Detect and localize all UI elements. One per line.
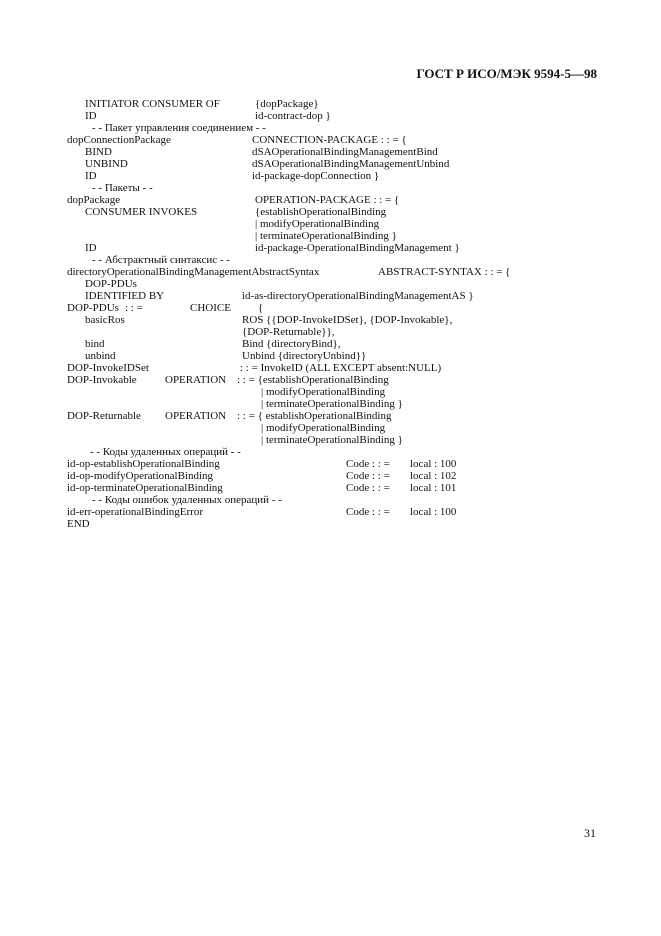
code-line (0, 506, 661, 518)
code-text: END (67, 518, 90, 530)
code-text: id-package-OperationalBindingManagement } (255, 242, 460, 254)
code-line (0, 146, 661, 158)
code-text: ID (85, 170, 97, 182)
code-text: | modifyOperationalBinding (255, 218, 380, 230)
code-text: { (258, 302, 264, 314)
code-line (0, 326, 661, 338)
comment-line (0, 494, 661, 506)
code-text: id-as-directoryOperationalBindingManagementAS } (242, 290, 474, 302)
code-text: UNBIND (85, 158, 128, 170)
code-line (0, 158, 661, 170)
code-text: {DOP-Returnable}}, (242, 326, 335, 338)
comment-text: - - Пакет управления соединением - - (92, 122, 266, 134)
code-text: id-op-modifyOperationalBinding (67, 470, 214, 482)
code-text: BIND (85, 146, 112, 158)
code-line (0, 242, 661, 254)
code-line (0, 338, 661, 350)
code-text: DOP-Invokable (67, 374, 137, 386)
code-text: local : 102 (410, 470, 457, 482)
code-line (0, 206, 661, 218)
code-line (0, 170, 661, 182)
code-text: id-op-establishOperationalBinding (67, 458, 220, 470)
code-text: INITIATOR CONSUMER OF (85, 98, 220, 110)
code-text: ABSTRACT-SYNTAX : : = { (378, 266, 511, 278)
comment-line (0, 182, 661, 194)
code-text: local : 101 (410, 482, 457, 494)
code-text: DOP-PDUs (85, 278, 137, 290)
code-text: {establishOperationalBinding (255, 206, 387, 218)
code-text: Code : : = (346, 506, 390, 518)
code-text: bind (85, 338, 105, 350)
code-line (0, 410, 661, 422)
code-text: | terminateOperationalBinding } (255, 230, 397, 242)
code-text: ID (85, 242, 97, 254)
code-line (0, 518, 661, 530)
code-line (0, 230, 661, 242)
code-text: : : = { establishOperationalBinding (237, 410, 392, 422)
comment-text: - - Коды удаленных операций - - (90, 446, 241, 458)
code-text: unbind (85, 350, 116, 362)
code-text: ID (85, 110, 97, 122)
comment-line (0, 122, 661, 134)
code-line (0, 194, 661, 206)
code-text: id-package-dopConnection } (252, 170, 380, 182)
code-text: DOP-InvokeIDSet (67, 362, 149, 374)
code-text: {dopPackage} (255, 98, 319, 110)
code-line (0, 218, 661, 230)
code-text: OPERATION (165, 374, 227, 386)
code-line (0, 266, 661, 278)
code-text: ROS {{DOP-InvokeIDSet}, {DOP-Invokable}, (242, 314, 453, 326)
code-text: DOP-Returnable (67, 410, 141, 422)
code-line (0, 290, 661, 302)
code-text: | modifyOperationalBinding (261, 422, 386, 434)
code-text: : : = (125, 302, 143, 314)
code-line (0, 458, 661, 470)
code-line (0, 434, 661, 446)
code-text: Unbind {directoryUnbind}} (242, 350, 367, 362)
code-text: | terminateOperationalBinding } (261, 434, 403, 446)
code-text: OPERATION (165, 410, 227, 422)
code-line (0, 314, 661, 326)
code-text: basicRos (85, 314, 125, 326)
code-line (0, 470, 661, 482)
code-text: Code : : = (346, 470, 390, 482)
page-number: 31 (584, 826, 596, 840)
code-text: : : = {establishOperationalBinding (237, 374, 389, 386)
code-text: Bind {directoryBind}, (242, 338, 341, 350)
code-text: local : 100 (410, 458, 457, 470)
code-text: Code : : = (346, 458, 390, 470)
code-text: OPERATION-PACKAGE : : = { (255, 194, 400, 206)
code-line (0, 362, 661, 374)
code-text: | modifyOperationalBinding (261, 386, 386, 398)
code-line (0, 134, 661, 146)
code-text: : : = InvokeID (ALL EXCEPT absent:NULL) (240, 362, 442, 374)
comment-line (0, 254, 661, 266)
code-text: Code : : = (346, 482, 390, 494)
code-text: CHOICE (190, 302, 231, 314)
code-text: id-op-terminateOperationalBinding (67, 482, 223, 494)
code-text: IDENTIFIED BY (85, 290, 165, 302)
code-text: dSAOperationalBindingManagementUnbind (252, 158, 450, 170)
code-line (0, 302, 661, 314)
code-text: id-contract-dop } (255, 110, 331, 122)
code-line (0, 374, 661, 386)
code-text: local : 100 (410, 506, 457, 518)
code-text: | terminateOperationalBinding } (261, 398, 403, 410)
comment-text: - - Абстрактный синтаксис - - (92, 254, 230, 266)
code-text: CONSUMER INVOKES (85, 206, 198, 218)
code-text: CONNECTION-PACKAGE : : = { (252, 134, 407, 146)
code-line (0, 482, 661, 494)
code-text: dopPackage (67, 194, 121, 206)
comment-text: - - Коды ошибок удаленных операций - - (92, 494, 282, 506)
code-text: dSAOperationalBindingManagementBind (252, 146, 438, 158)
comment-line (0, 446, 661, 458)
document-header: ГОСТ Р ИСО/МЭК 9594-5—98 (416, 66, 597, 81)
code-text: id-err-operationalBindingError (67, 506, 204, 518)
code-line (0, 398, 661, 410)
code-line (0, 386, 661, 398)
code-text: dopConnectionPackage (67, 134, 171, 146)
comment-text: - - Пакеты - - (92, 182, 153, 194)
code-line (0, 422, 661, 434)
code-text: DOP-PDUs (67, 302, 119, 314)
code-text: directoryOperationalBindingManagementAbstractSyntax (67, 266, 320, 278)
code-line (0, 98, 661, 110)
code-line (0, 350, 661, 362)
code-line (0, 278, 661, 290)
code-line (0, 110, 661, 122)
